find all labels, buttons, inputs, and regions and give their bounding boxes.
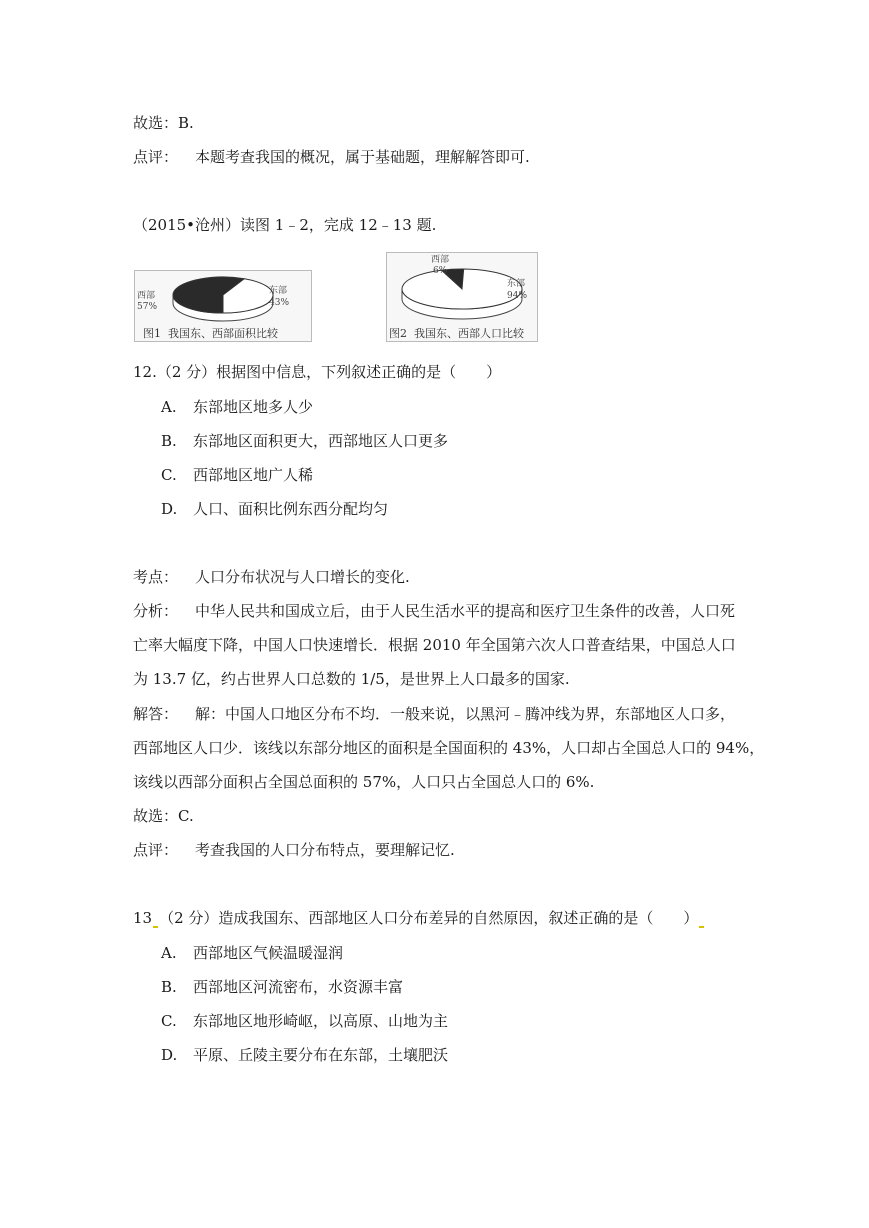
q13-stem-text: （2 分）造成我国东、西部地区人口分布差异的自然原因，叙述正确的是（ ） xyxy=(159,909,699,927)
figure-2-pie xyxy=(402,269,522,319)
solution-label: 解答： xyxy=(133,705,179,723)
q12-solution-line-1 xyxy=(133,704,735,724)
west-value: 6% xyxy=(433,266,448,276)
figure-1-number: 图1 xyxy=(143,327,161,340)
q12-option-c xyxy=(161,465,313,485)
analysis-text: 中华人民共和国成立后，由于人民生活水平的提高和医疗卫生条件的改善，人口死 xyxy=(195,602,736,620)
edit-mark xyxy=(153,926,158,928)
figure-1-caption xyxy=(143,325,278,341)
figure-1-pie xyxy=(173,277,273,321)
west-label: 西部 xyxy=(431,255,450,265)
option-text: 人口、面积比例东西分配均匀 xyxy=(193,500,389,518)
option-text: 西部地区河流密布，水资源丰富 xyxy=(193,978,404,996)
q12-analysis-line-1 xyxy=(133,601,735,621)
q13-option-b xyxy=(161,977,403,997)
q12-solution-line-3: 该线以西部分面积占全国总面积的 57%，人口只占全国总人口的 6%. xyxy=(133,773,595,791)
option-key: D. xyxy=(161,1046,178,1064)
option-key: B. xyxy=(161,432,177,450)
figure-1 xyxy=(134,270,312,342)
option-key: D. xyxy=(161,500,178,518)
solution-text: 解：中国人口地区分布不均．一般来说，以黑河﹣腾冲线为界，东部地区人口多， xyxy=(195,705,736,723)
q13-option-c xyxy=(161,1011,448,1031)
q12-stem: 12.（2 分）根据图中信息，下列叙述正确的是（ ） xyxy=(133,363,502,381)
answer-label: 故选： xyxy=(133,807,179,825)
east-label: 东部 xyxy=(507,279,526,289)
review-text: 考查我国的人口分布特点，要理解记忆. xyxy=(195,841,455,859)
east-value: 94% xyxy=(507,291,528,301)
q12-option-a xyxy=(161,397,313,417)
review-text: 本题考查我国的概况，属于基础题，理解解答即可. xyxy=(195,148,530,166)
west-label: 西部 xyxy=(137,291,156,301)
q12-analysis-line-3: 为 13.7 亿，约占世界人口总数的 1/5，是世界上人口最多的国家. xyxy=(133,670,570,688)
answer-value: C. xyxy=(178,807,194,825)
option-text: 西部地区气候温暖湿润 xyxy=(193,944,344,962)
q13-option-a xyxy=(161,943,343,963)
option-key: A. xyxy=(161,398,177,416)
option-key: B. xyxy=(161,978,177,996)
q12-answer-line xyxy=(133,806,194,826)
east-value: 43% xyxy=(269,298,290,308)
q13-number: 13 xyxy=(133,909,153,927)
review-label: 点评： xyxy=(133,841,179,859)
option-key: A. xyxy=(161,944,177,962)
option-text: 东部地区面积更大，西部地区人口更多 xyxy=(193,432,449,450)
q12-analysis-line-2: 亡率大幅度下降，中国人口快速增长．根据 2010 年全国第六次人口普查结果，中国总人口 xyxy=(133,636,736,654)
option-text: 西部地区地广人稀 xyxy=(193,466,314,484)
q12-option-b xyxy=(161,431,448,451)
analysis-label: 分析： xyxy=(133,602,179,620)
option-text: 东部地区地多人少 xyxy=(193,398,314,416)
questions-intro: （2015•沧州）读图 1﹣2，完成 12﹣13 题. xyxy=(133,216,437,234)
option-key: C. xyxy=(161,1012,177,1030)
q13-stem xyxy=(133,908,705,928)
q12-solution-line-2: 西部地区人口少．该线以东部分地区的面积是全国面积的 43%，人口却占全国总人口的 94%， xyxy=(133,739,765,757)
figure-2-caption-text: 我国东、西部人口比较 xyxy=(414,327,524,340)
option-key: C. xyxy=(161,466,177,484)
q12-review-line xyxy=(133,840,455,860)
point-label: 考点： xyxy=(133,568,179,586)
answer-label: 故选： xyxy=(133,114,179,132)
edit-mark xyxy=(699,926,704,928)
figure-2 xyxy=(386,252,538,342)
point-text: 人口分布状况与人口增长的变化. xyxy=(195,568,410,586)
q12-option-d xyxy=(161,499,388,519)
figure-1-caption-text: 我国东、西部面积比较 xyxy=(168,327,278,340)
option-text: 东部地区地形崎岖，以高原、山地为主 xyxy=(193,1012,449,1030)
q13-option-d xyxy=(161,1045,448,1065)
figure-2-caption xyxy=(389,325,524,341)
west-value: 57% xyxy=(137,302,158,312)
q11-answer-line xyxy=(133,113,194,133)
option-text: 平原、丘陵主要分布在东部，土壤肥沃 xyxy=(193,1046,449,1064)
q11-review-line xyxy=(133,147,530,167)
answer-value: B. xyxy=(178,114,194,132)
east-label: 东部 xyxy=(269,286,288,296)
review-label: 点评： xyxy=(133,148,179,166)
figure-2-number: 图2 xyxy=(389,327,407,340)
q12-point-line xyxy=(133,567,410,587)
